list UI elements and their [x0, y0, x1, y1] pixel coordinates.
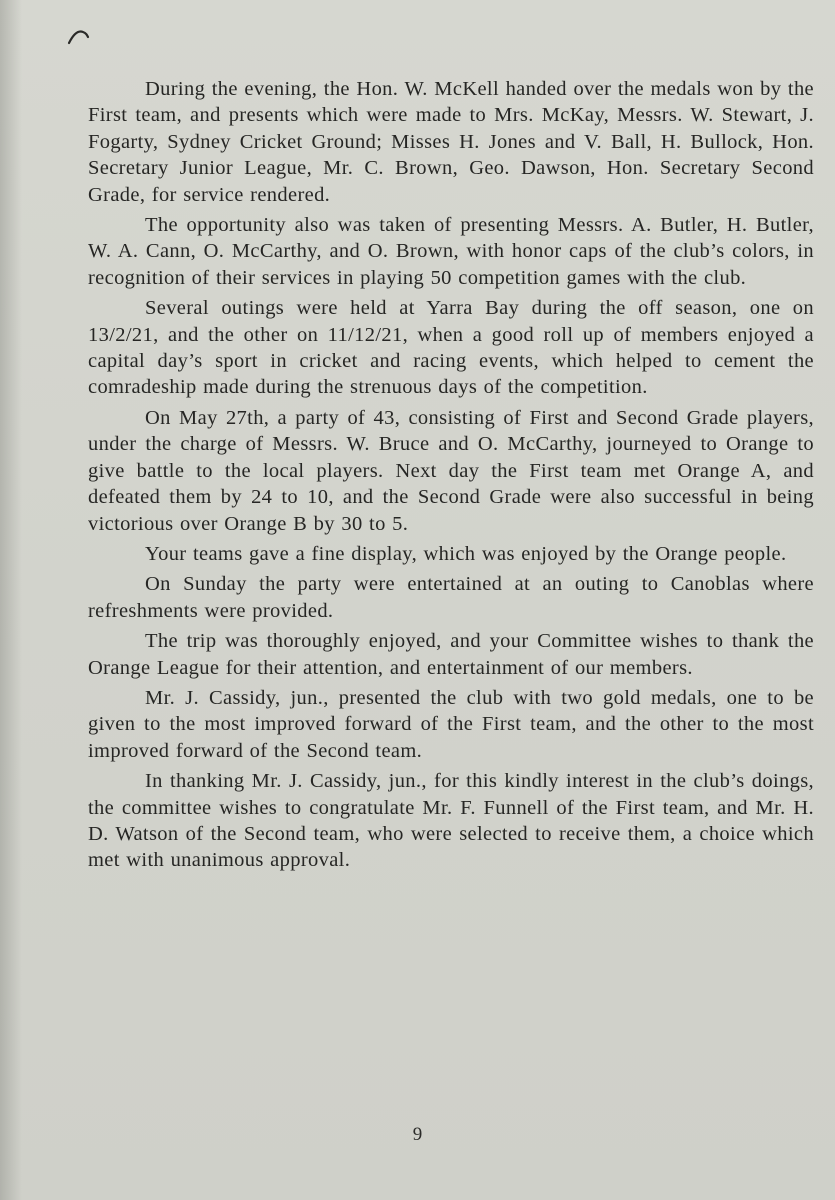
paragraph-3: Several outings were held at Yarra Bay during the off season, one on 13/2/21, and the other on 11/12/21, when a good roll up of members enjoyed a capital day’s sport in cricket and racing events, which helped to cement the comradeship made during the strenuous days of the competition. — [88, 297, 814, 399]
pencil-mark-icon — [66, 26, 92, 46]
paragraph-7: The trip was thoroughly enjoyed, and your Committee wishes to thank the Orange League for their attention, and entertainment of our members. — [88, 630, 814, 679]
page-number: 9 — [412, 1124, 423, 1145]
paragraph-6: On Sunday the party were entertained at an outing to Canoblas where refreshments were provided. — [88, 573, 814, 622]
body-text — [88, 76, 814, 878]
paragraph-2: The opportunity also was taken of presenting Messrs. A. Butler, H. Butler, W. A. Cann, O. McCarthy, and O. Brown, with honor caps of the club’s colors, in recognition of their services in playing 50 competition games with the club. — [88, 214, 814, 289]
paragraph-9: In thanking Mr. J. Cassidy, jun., for this kindly interest in the club’s doings, the committee wishes to congratulate Mr. F. Funnell of the First team, and Mr. H. D. Watson of the Second team, who were selected to receive them, a choice which met with unanimous approval. — [88, 770, 814, 872]
paragraph-1: During the evening, the Hon. W. McKell handed over the medals won by the First team, and presents which were made to Mrs. McKay, Messrs. W. Stewart, J. Fogarty, Sydney Cricket Ground; Misses H. Jones and V. Ball, H. Bullock, Hon. Secretary Junior League, Mr. C. Brown, Geo. Dawson, Hon. Secretary Second Grade, for service rendered. — [88, 78, 814, 206]
paragraph-8: Mr. J. Cassidy, jun., presented the club with two gold medals, one to be given to the most improved forward of the First team, and the other to the most improved forward of the Second team. — [88, 686, 814, 762]
paragraph-5: Your teams gave a fine display, which was enjoyed by the Orange people. — [145, 542, 787, 565]
paragraph-4: On May 27th, a party of 43, consisting of First and Second Grade players, under the charge of Messrs. W. Bruce and O. McCarthy, journeyed to Orange to give battle to the local players. Next day the First team met Orange A, and defeated them by 24 to 10, and the Second Grade were also successful in being victorious over Orange B by 30 to 5. — [88, 406, 814, 535]
page-edge-shadow — [0, 0, 22, 1200]
